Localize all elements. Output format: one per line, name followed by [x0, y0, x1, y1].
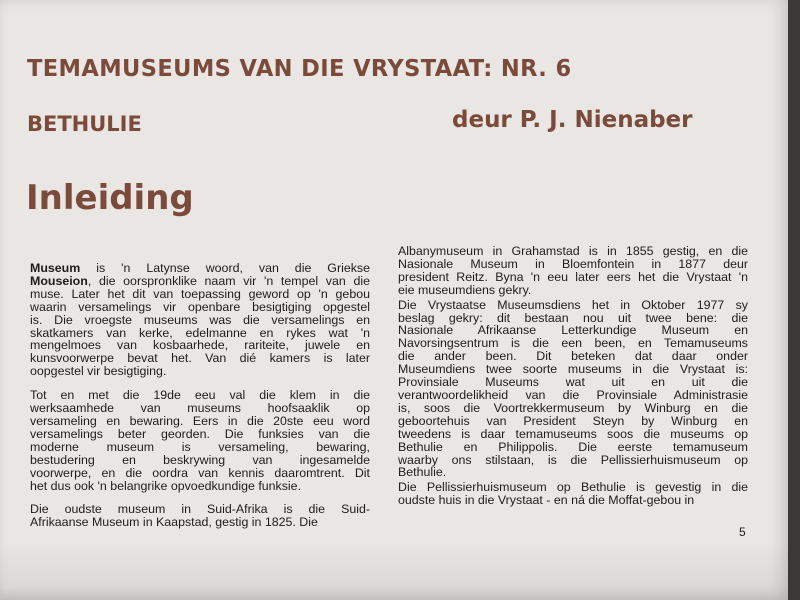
section-heading: Inleiding [26, 178, 194, 218]
line-text: verantwoordelikheid van die Provinsiale Administrasie [398, 387, 748, 402]
line-text: moderne museum is versameling, bewaring, [30, 439, 370, 454]
line-text: is 'n Latynse woord, van die Griekse [80, 261, 370, 275]
line-text: mengelmoes van kosbaarhede, rariteite, juwele en [30, 338, 370, 353]
bold-term: Museum [30, 261, 81, 275]
line-text: waarby ons stilstaan, is die Pellissierhuismuseum op [398, 452, 748, 467]
line-text: Navorsingsentrum is die een been, en Temamuseums [398, 336, 748, 351]
paragraph [30, 503, 370, 529]
line-text: , die oorspronklike naam vir 'n tempel van die [87, 273, 370, 288]
line-text: skatkamers van kerke, edelmanne en rykes wat 'n [30, 325, 370, 340]
line-text: geboortehuis van President Steyn by Winburg en [398, 413, 748, 428]
line-text: tweedens is daar temamuseums soos die museums op [398, 426, 748, 441]
paragraph [30, 389, 370, 492]
line-text: president Reitz. Byna 'n eeu later eers het die Vrystaat 'n [398, 269, 748, 284]
right-text-column [398, 245, 748, 507]
line-text: kunsvoorwerpe bevat het. Van dié kamers is later [30, 351, 370, 366]
place-title: BETHULIE [27, 112, 142, 136]
paragraph [398, 481, 748, 507]
line-text: versamelings beter georden. Die funksies van die [30, 426, 370, 441]
line-text: Nasionale Afrikaanse Letterkundige Museum en [398, 323, 748, 338]
line-text: is, soos die Voortrekkermuseum by Winburg en die [398, 400, 748, 415]
line-text: Tot en met die 19de eeu val die klem in die [30, 388, 370, 403]
line-text: eie museumdiens gekry. [398, 282, 532, 297]
line-text: is. Die vroegste museums was die versamelings en [30, 312, 370, 327]
series-title: TEMAMUSEUMS VAN DIE VRYSTAAT: NR. 6 [27, 56, 572, 82]
text-line [30, 480, 370, 493]
line-text: Bethulie. [398, 465, 447, 480]
line-text: voorwerpe, en die oordra van kennis daaromtrent. Dit [30, 465, 370, 480]
line-text: Albanymuseum in Grahamstad is in 1855 gestig, en die [398, 244, 748, 258]
line-text: Die Vrystaatse Museumsdiens het in Oktober 1977 sy [398, 297, 748, 312]
text-line [398, 284, 748, 297]
line-text: Bethulie en Philippolis. Die eerste temamuseum [398, 439, 748, 454]
text-line [30, 516, 370, 529]
line-text: werksaamhede van museums hoofsaaklik op [30, 401, 370, 416]
line-text: het dus ook 'n belangrike opvoedkundige funksie. [30, 478, 302, 493]
line-text: versameling en bewaring. Eers in die 20ste eeu word [30, 413, 370, 428]
line-text: bestudering en beskrywing van ingesamelde [30, 452, 370, 467]
text-line [398, 494, 748, 507]
line-text: muse. Later het dit van toepassing geword op 'n gebou [30, 286, 370, 301]
text-line [30, 365, 370, 378]
line-text: Afrikaanse Museum in Kaapstad, gestig in 1825. Die [30, 515, 318, 530]
line-text: die ander been. Dit beteken dat daar onder [398, 349, 748, 364]
bold-term: Mouseion [30, 273, 88, 288]
text-line [398, 466, 748, 479]
line-text: Museumdiens twee soorte museums in die Vrystaat is: [398, 362, 748, 377]
line-text: waarin versamelings vir openbare besigtiging opgestel [30, 299, 370, 314]
line-text: Nasionale Museum in Bloemfontein in 1877 deur [398, 256, 748, 271]
line-text: Die Pellissierhuismuseum op Bethulie is gevestig in die [398, 480, 748, 495]
page-number: 5 [739, 525, 746, 539]
page-shadow [0, 540, 788, 600]
text-line [398, 454, 748, 467]
line-text: oudste huis in die Vrystaat - en ná die Moffat-gebou in [398, 493, 695, 508]
line-text: Provinsiale Museums wat uit en uit die [398, 375, 748, 390]
author-byline: deur P. J. Nienaber [452, 107, 693, 133]
line-text: beslag gekry: dit bestaan nou uit twee bene: die [398, 310, 748, 325]
line-text: Die oudste museum in Suid-Afrika is die Suid- [30, 502, 370, 517]
left-text-column [30, 262, 370, 529]
line-text: oopgestel vir besigtiging. [30, 364, 167, 379]
paragraph [398, 299, 748, 480]
paragraph [398, 245, 748, 297]
paragraph [30, 262, 370, 378]
